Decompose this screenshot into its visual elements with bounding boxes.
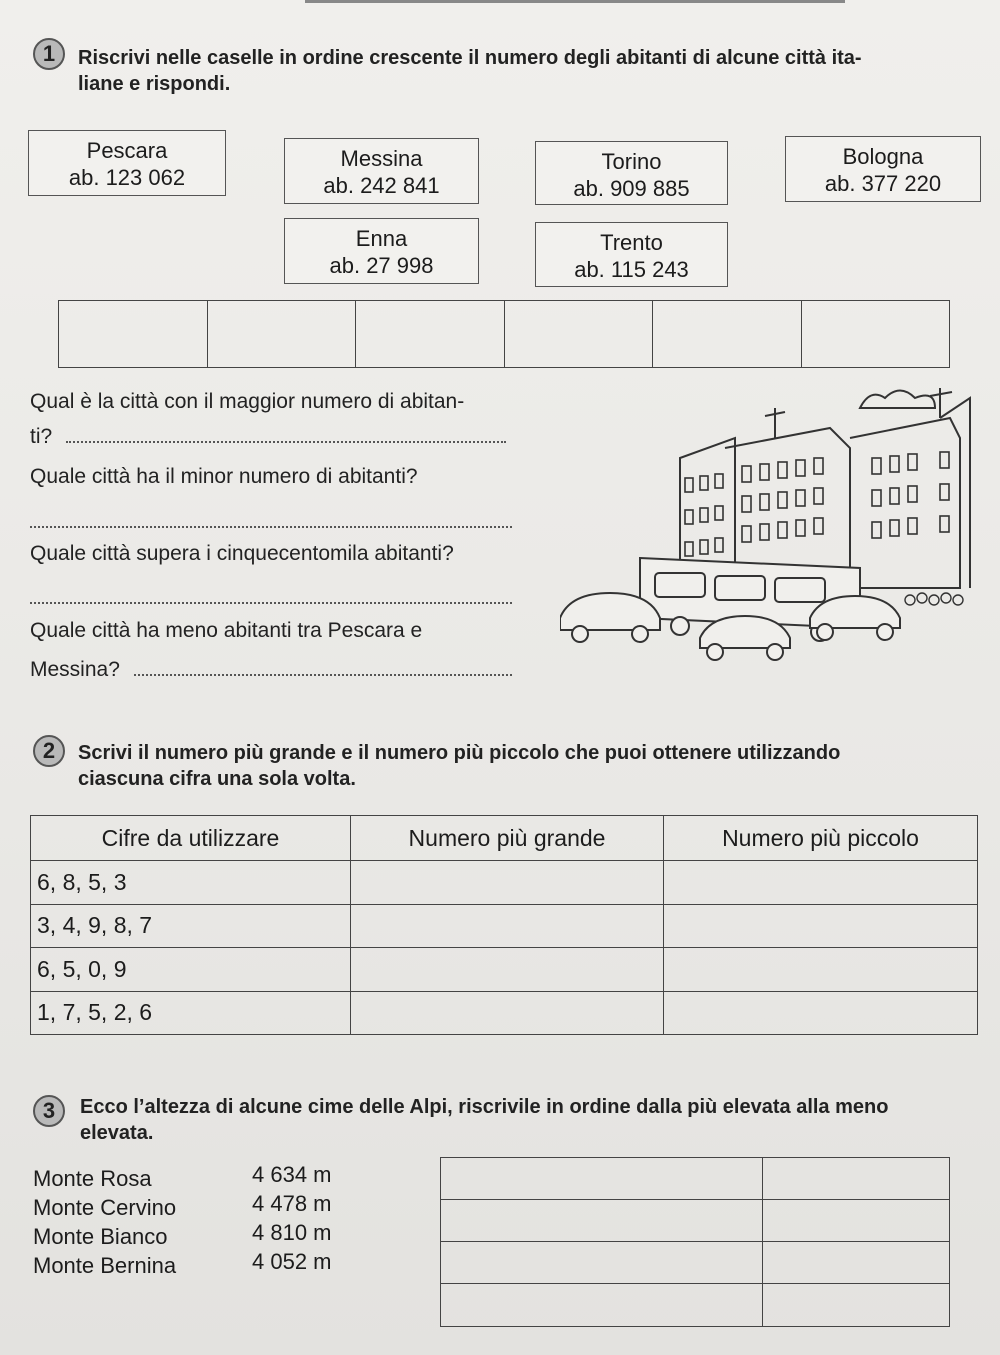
smallest-number-cell[interactable] — [664, 991, 978, 1035]
city-traffic-illustration — [560, 378, 990, 678]
city-name: Enna — [355, 226, 408, 251]
question-1-text: ti? — [30, 425, 53, 448]
exercise-3-instruction — [80, 1094, 985, 1146]
exercise-2-instruction-line2: ciascuna cifra una sola volta. — [78, 768, 356, 790]
city-name: Torino — [601, 149, 662, 174]
city-card-pescara — [28, 130, 226, 196]
peak-name: Monte Bernina — [33, 1253, 177, 1278]
city-card-bologna — [785, 136, 981, 202]
city-name: Trento — [600, 230, 663, 255]
column-header: Numero più grande — [351, 816, 664, 861]
answer-line-2[interactable] — [30, 512, 512, 528]
answer-cell-height[interactable] — [763, 1242, 949, 1284]
answer-box[interactable] — [802, 301, 950, 367]
answer-cell-name[interactable] — [441, 1242, 763, 1284]
answer-cell-name[interactable] — [441, 1284, 763, 1326]
peak-height: 4 052 m — [252, 1249, 332, 1274]
city-population: ab. 909 885 — [573, 176, 690, 201]
city-card-enna — [284, 218, 479, 284]
exercise-1-instruction-line1: Riscrivi nelle caselle in ordine crescente il numero degli abitanti di alcune città ita- — [78, 47, 862, 69]
answer-cell-height[interactable] — [763, 1200, 949, 1242]
question-1-line2 — [30, 425, 506, 449]
table-header-row — [31, 816, 978, 861]
answer-cell-height[interactable] — [763, 1158, 949, 1200]
question-4-text: Quale città ha meno abitanti tra Pescara e — [30, 619, 423, 642]
exercise-2-instruction — [78, 740, 983, 792]
smallest-number-cell[interactable] — [664, 861, 978, 905]
answer-box[interactable] — [208, 301, 357, 367]
question-2: Quale città ha il minor numero di abitanti? — [30, 465, 418, 488]
peak-height: 4 810 m — [252, 1220, 332, 1245]
answer-cell-name[interactable] — [441, 1200, 763, 1242]
exercise-2-instruction-line1: Scrivi il numero più grande e il numero più piccolo che puoi ottenere utilizzando — [78, 742, 841, 764]
alps-order-answer-grid — [440, 1157, 950, 1327]
city-population: ab. 115 243 — [574, 257, 689, 282]
peak-height: 4 634 m — [252, 1162, 332, 1187]
digits-cell: 1, 7, 5, 2, 6 — [31, 991, 351, 1035]
exercise-1-instruction — [78, 45, 983, 97]
largest-number-cell[interactable] — [351, 991, 664, 1035]
digits-table — [30, 815, 978, 1035]
question-3: Quale città supera i cinquecentomila abitanti? — [30, 542, 454, 565]
city-population: ab. 27 998 — [329, 253, 434, 278]
smallest-number-cell[interactable] — [664, 948, 978, 992]
answer-line-4[interactable] — [134, 660, 512, 676]
digits-cell: 6, 5, 0, 9 — [31, 948, 351, 992]
city-name: Bologna — [842, 144, 924, 169]
city-name: Pescara — [86, 138, 168, 163]
question-4-line2 — [30, 658, 512, 682]
city-card-messina — [284, 138, 479, 204]
question-4-line1 — [30, 619, 520, 643]
answer-box[interactable] — [505, 301, 654, 367]
question-1-line1: Qual è la città con il maggior numero di abitan- — [30, 390, 465, 413]
largest-number-cell[interactable] — [351, 904, 664, 948]
answer-cell-height[interactable] — [763, 1284, 949, 1326]
city-population: ab. 123 062 — [68, 165, 186, 190]
question-4-text-end: Messina? — [30, 658, 120, 681]
answer-box[interactable] — [653, 301, 802, 367]
city-population: ab. 377 220 — [824, 171, 942, 196]
smallest-number-cell[interactable] — [664, 904, 978, 948]
digits-cell: 3, 4, 9, 8, 7 — [31, 904, 351, 948]
table-row — [31, 861, 978, 905]
table-row — [31, 948, 978, 992]
exercise-1-instruction-line2: liane e rispondi. — [78, 73, 231, 95]
exercise-1-badge: 1 — [33, 38, 65, 70]
largest-number-cell[interactable] — [351, 861, 664, 905]
exercise-3-instruction-line1: Ecco l’altezza di alcune cime delle Alpi, riscrivile in ordine dalla più elevata alla meno — [80, 1096, 889, 1118]
exercise-3-badge: 3 — [33, 1095, 65, 1127]
top-page-edge — [305, 0, 845, 3]
column-header: Numero più piccolo — [664, 816, 978, 861]
answer-box[interactable] — [59, 301, 208, 367]
city-population: ab. 242 841 — [323, 173, 440, 198]
answer-box[interactable] — [356, 301, 505, 367]
table-row — [31, 991, 978, 1035]
city-name: Messina — [340, 146, 423, 171]
answer-line-3[interactable] — [30, 588, 512, 604]
city-card-torino — [535, 141, 728, 205]
exercise-3-instruction-line2: elevata. — [80, 1122, 154, 1144]
exercise-2-badge: 2 — [33, 735, 65, 767]
city-card-trento — [535, 222, 728, 287]
column-header: Cifre da utilizzare — [31, 816, 351, 861]
table-row — [31, 904, 978, 948]
peak-name: Monte Cervino — [33, 1195, 177, 1220]
peak-height: 4 478 m — [252, 1191, 332, 1216]
digits-cell: 6, 8, 5, 3 — [31, 861, 351, 905]
peak-name: Monte Bianco — [33, 1224, 168, 1249]
answer-cell-name[interactable] — [441, 1158, 763, 1200]
ascending-order-answer-boxes — [58, 300, 950, 368]
peak-name: Monte Rosa — [33, 1166, 152, 1191]
answer-line-1[interactable] — [66, 427, 506, 443]
largest-number-cell[interactable] — [351, 948, 664, 992]
